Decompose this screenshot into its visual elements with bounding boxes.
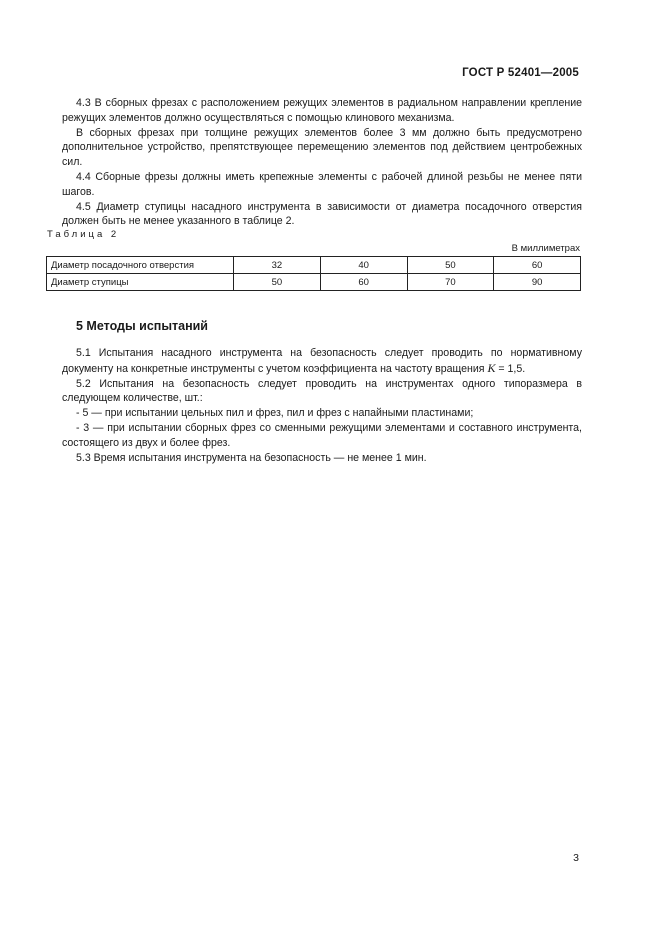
document-header: ГОСТ Р 52401—2005: [462, 67, 579, 79]
table-cell: 70: [407, 274, 494, 291]
table-cell: 32: [234, 257, 321, 274]
list-item: - 5 — при испытании цельных пил и фрез, пил и фрез с напайными пластинами;: [76, 407, 474, 420]
page-number: 3: [573, 852, 579, 864]
paragraph-5-1: [62, 346, 582, 377]
paragraph-5-2: 5.2 Испытания на безопасность следует проводить на инструментах одного типоразмера в следующем количестве, шт.:: [62, 377, 582, 405]
table-cell: 90: [494, 274, 581, 291]
paragraph-4-3: 4.3 В сборных фрезах с расположением режущих элементов в радиальном направлении крепление режущих элементов должно осуществляться с помощью клинового механизма.: [62, 97, 582, 124]
table-row: [47, 274, 581, 291]
row-label: Диаметр ступицы: [47, 274, 234, 291]
paragraph-4-4: 4.4 Сборные фрезы должны иметь крепежные элементы с рабочей длиной резьбы не менее пяти шагов.: [62, 170, 582, 198]
paragraph-5-1-end: = 1,5.: [495, 362, 526, 375]
coefficient-symbol: K: [487, 360, 496, 375]
section-title: 5 Методы испытаний: [76, 319, 208, 333]
table-caption: Таблица 2: [47, 229, 120, 240]
table-units: В миллиметрах: [511, 243, 580, 254]
list-item: - 3 — при испытании сборных фрез со сменными режущими элементами и составного инструмента, состоящего из двух и более фрез.: [62, 421, 582, 449]
body-text-top: [62, 96, 582, 229]
paragraph-5-3: 5.3 Время испытания инструмента на безопасность — не менее 1 мин.: [76, 451, 427, 464]
table-cell: 60: [494, 257, 581, 274]
table-cell: 50: [234, 274, 321, 291]
table-row: [47, 257, 581, 274]
table-cell: 50: [407, 257, 494, 274]
paragraph-4-5: 4.5 Диаметр ступицы насадного инструмента в зависимости от диаметра посадочного отверстия должен быть не менее указанного в таблице 2.: [62, 200, 582, 228]
paragraph-4-3-cont: В сборных фрезах при толщине режущих элементов более 3 мм должно быть предусмотрено дополнительное устройство, препятствующее перемещению элементов под действием центробежных сил.: [62, 126, 582, 169]
table-cell: 60: [320, 274, 407, 291]
table-cell: 40: [320, 257, 407, 274]
data-table: [46, 256, 581, 291]
paragraph-5-1-text: 5.1 Испытания насадного инструмента на безопасность следует проводить по нормативному документу на конкретные инструменты с учетом коэффициента на частоту вращения: [62, 347, 582, 375]
row-label: Диаметр посадочного отверстия: [47, 257, 234, 274]
body-text-section: [62, 346, 582, 465]
